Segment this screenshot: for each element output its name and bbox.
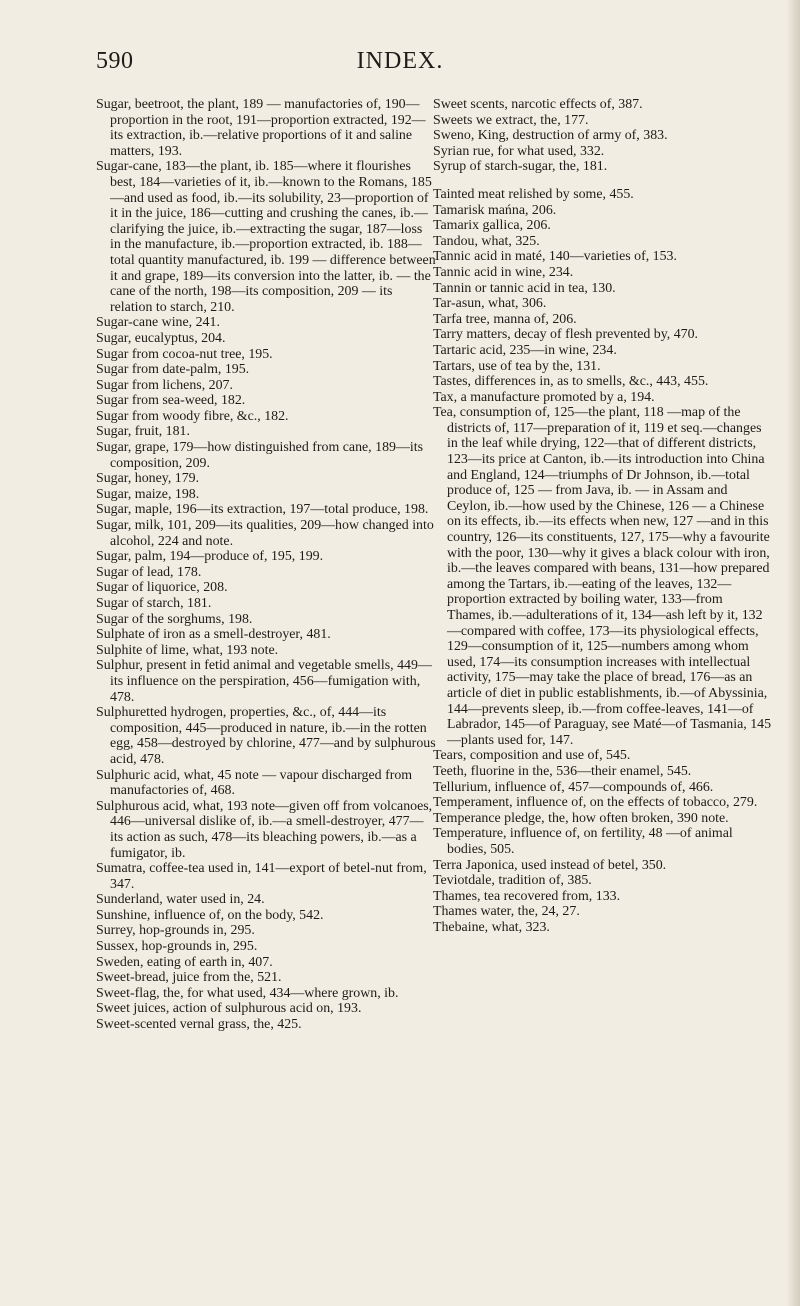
index-entry: Terra Japonica, used instead of betel, 350. — [433, 857, 667, 873]
index-entry: Sweden, eating of earth in, 407. — [96, 954, 273, 970]
index-entry: Sugar of liquorice, 208. — [96, 580, 228, 596]
index-group-t — [433, 187, 773, 936]
running-head: INDEX. — [356, 48, 444, 74]
index-entry: Temperance pledge, the, how often broken, 390 note. — [433, 810, 729, 826]
index-entry: Sulphuretted hydrogen, properties, &c., of, 444—its composition, 445—produced in nature, ib.—in the rotten egg, 458—destroyed by chlorine, 477—and by sulphurous acid, 478. — [96, 705, 436, 767]
index-entry: Sweet scents, narcotic effects of, 387. — [433, 97, 643, 112]
index-entry: Tannic acid in wine, 234. — [433, 264, 574, 280]
index-entry: Sugar-cane wine, 241. — [96, 315, 220, 331]
index-entry: Sulphurous acid, what, 193 note—given off from volcanoes, 446—universal dislike of, ib.—a smell-destroyer, 477—its action as such, 478—its bleaching powers, ib.—as a fumigator, ib. — [96, 798, 433, 861]
index-entry: Tannin or tannic acid in tea, 130. — [433, 280, 616, 296]
index-entry: Tartars, use of tea by the, 131. — [433, 358, 601, 374]
index-entry: Teeth, fluorine in the, 536—their enamel, 545. — [433, 763, 692, 779]
index-entry: Sumatra, coffee-tea used in, 141—export of betel-nut from, 347. — [96, 861, 427, 892]
index-column-left — [96, 97, 436, 1033]
index-entry: Sugar of lead, 178. — [96, 564, 202, 580]
index-entry: Sweet-flag, the, for what used, 434—where grown, ib. — [96, 985, 399, 1001]
index-entry: Tellurium, influence of, 457—compounds of, 466. — [433, 779, 714, 795]
index-entry: Sweet-scented vernal grass, the, 425. — [96, 1017, 302, 1033]
index-entry: Teviotdale, tradition of, 385. — [433, 873, 592, 889]
index-entry: Sugar, palm, 194—produce of, 195, 199. — [96, 549, 324, 565]
page-number: 590 — [96, 48, 134, 74]
index-entry: Sweet-bread, juice from the, 521. — [96, 970, 282, 986]
index-entry: Tarry matters, decay of flesh prevented by, 470. — [433, 327, 699, 343]
index-column-right — [433, 97, 773, 935]
index-entry: Sulphur, present in fetid animal and vegetable smells, 449—its influence on the perspiration, 456—fumigation with, 478. — [96, 658, 432, 705]
index-entry: Sugar of the sorghums, 198. — [96, 611, 253, 627]
index-entry: Tax, a manufacture promoted by a, 194. — [433, 389, 655, 405]
index-entry: Sugar, maple, 196—its extraction, 197—total produce, 198. — [96, 502, 429, 518]
index-entry: Tarfa tree, manna of, 206. — [433, 311, 577, 327]
index-entry: Tea, consumption of, 125—the plant, 118 —map of the districts of, 117—preparation of it, 119 et seq.—changes in the leaf while drying, 122—that of different districts, 123—its price at Canton, ib.—its introduction into China and England, 124—triumphs of Dr Johnson, ib.—total produce of, 125 — from Java, ib. — in Assam and Ceylon, ib.—how used by the Chinese, 126 — a Chinese on its effects, ib.—its effects when new, 127 —and in this country, 126—its constituents, 127, 175—why a favourite with the poor, 130—why it gives a black colour with iron, ib.—the leaves compared with beans, 131—how prepared among the Tartars, ib.—eating of the leaves, 132—proportion extracted by boiling water, 133—from Thames, ib.—adulterations of it, 134—ash left by it, 132—compared with coffee, 173—its physiological effects, 129—consumption of it, 125—numbers among whom used, 174—its consumption increases with intellectual activity, 175—may take the place of bread, 176—as an article of diet in public establishments, ib.—of Abyssinia, 144—prevents sleep, ib.—from coffee-leaves, 141—of Labrador, 145—of Paraguay, see Maté—of Tasmania, 145—plants used for, 147. — [433, 405, 772, 748]
index-entry: Sugar, grape, 179—how distinguished from cane, 189—its composition, 209. — [96, 440, 423, 471]
index-entry: Sugar, honey, 179. — [96, 471, 200, 487]
index-entry: Sunderland, water used in, 24. — [96, 892, 265, 908]
index-entry: Syrup of starch-sugar, the, 181. — [433, 159, 608, 175]
index-entry: Sussex, hop-grounds in, 295. — [96, 939, 258, 955]
index-entry: Tartaric acid, 235—in wine, 234. — [433, 342, 617, 358]
index-entry: Sweet juices, action of sulphurous acid on, 193. — [96, 1001, 362, 1017]
index-entry: Sulphuric acid, what, 45 note — vapour discharged from manufactories of, 468. — [96, 767, 413, 799]
index-entry: Sugar, fruit, 181. — [96, 424, 190, 440]
page-edge-shadow — [786, 0, 800, 1306]
index-entry: Thebaine, what, 323. — [433, 919, 550, 935]
index-entry: Sugar from sea-weed, 182. — [96, 393, 246, 409]
index-entry: Tamarix gallica, 206. — [433, 218, 551, 234]
index-entry: Sugar from lichens, 207. — [96, 377, 233, 393]
index-entry: Sugar, beetroot, the plant, 189 — manufactories of, 190—proportion in the root, 191—proportion extracted, 192—its extraction, ib.—relative proportions of it and saline matters, 193. — [96, 97, 426, 159]
index-entry: Sugar of starch, 181. — [96, 596, 212, 611]
index-entry: Sugar, milk, 101, 209—its qualities, 209—how changed into alcohol, 224 and note. — [96, 518, 434, 549]
index-entry: Tainted meat relished by some, 455. — [433, 186, 634, 202]
index-entry: Tandou, what, 325. — [433, 233, 540, 249]
index-entry: Temperament, influence of, on the effects of tobacco, 279. — [433, 795, 758, 811]
index-entry: Tastes, differences in, as to smells, &c., 443, 455. — [433, 374, 709, 390]
index-entry: Sugar, eucalyptus, 204. — [96, 330, 226, 346]
index-entry: Tar-asun, what, 306. — [433, 296, 547, 312]
index-entry: Sugar from cocoa-nut tree, 195. — [96, 346, 273, 362]
index-entry: Temperature, influence of, on fertility, 48 —of animal bodies, 505. — [433, 826, 733, 857]
index-entry: Sunshine, influence of, on the body, 542. — [96, 907, 324, 923]
index-entry: Sweets we extract, the, 177. — [433, 112, 589, 128]
index-entry: Surrey, hop-grounds in, 295. — [96, 923, 255, 939]
index-entry: Sweno, King, destruction of army of, 383. — [433, 128, 668, 144]
index-entry: Sulphite of lime, what, 193 note. — [96, 642, 279, 658]
index-entry: Sugar-cane, 183—the plant, ib. 185—where it flourishes best, 184—varieties of it, ib.—known to the Romans, 185 —and used as food, ib.—its solubility, 23—proportion of it in the juice, 186—cutting and crushing the canes, ib.—clarifying the juice, ib.—extracting the sugar, 187—loss in the manufacture, ib.—proportion extracted, ib. 188—total quantity manufactured, ib. 199 — difference between it and grape, 189—its conversion into the latter, ib. — the cane of the north, 198—its composition, 209 — its relation to starch, 210. — [96, 159, 436, 315]
index-entry: Sugar, maize, 198. — [96, 486, 200, 502]
index-entry: Tannic acid in maté, 140—varieties of, 153. — [433, 249, 677, 265]
index-entry: Thames water, the, 24, 27. — [433, 904, 580, 920]
index-group-s — [433, 97, 773, 175]
index-entry: Thames, tea recovered from, 133. — [433, 888, 621, 904]
index-entry: Sugar from date-palm, 195. — [96, 362, 250, 378]
index-entry: Tears, composition and use of, 545. — [433, 748, 631, 764]
section-gap — [433, 175, 773, 187]
index-entry: Sulphate of iron as a smell-destroyer, 481. — [96, 627, 331, 643]
index-entry: Syrian rue, for what used, 332. — [433, 143, 605, 159]
index-entry: Tamarisk mańna, 206. — [433, 202, 557, 218]
index-entry: Sugar from woody fibre, &c., 182. — [96, 408, 289, 424]
